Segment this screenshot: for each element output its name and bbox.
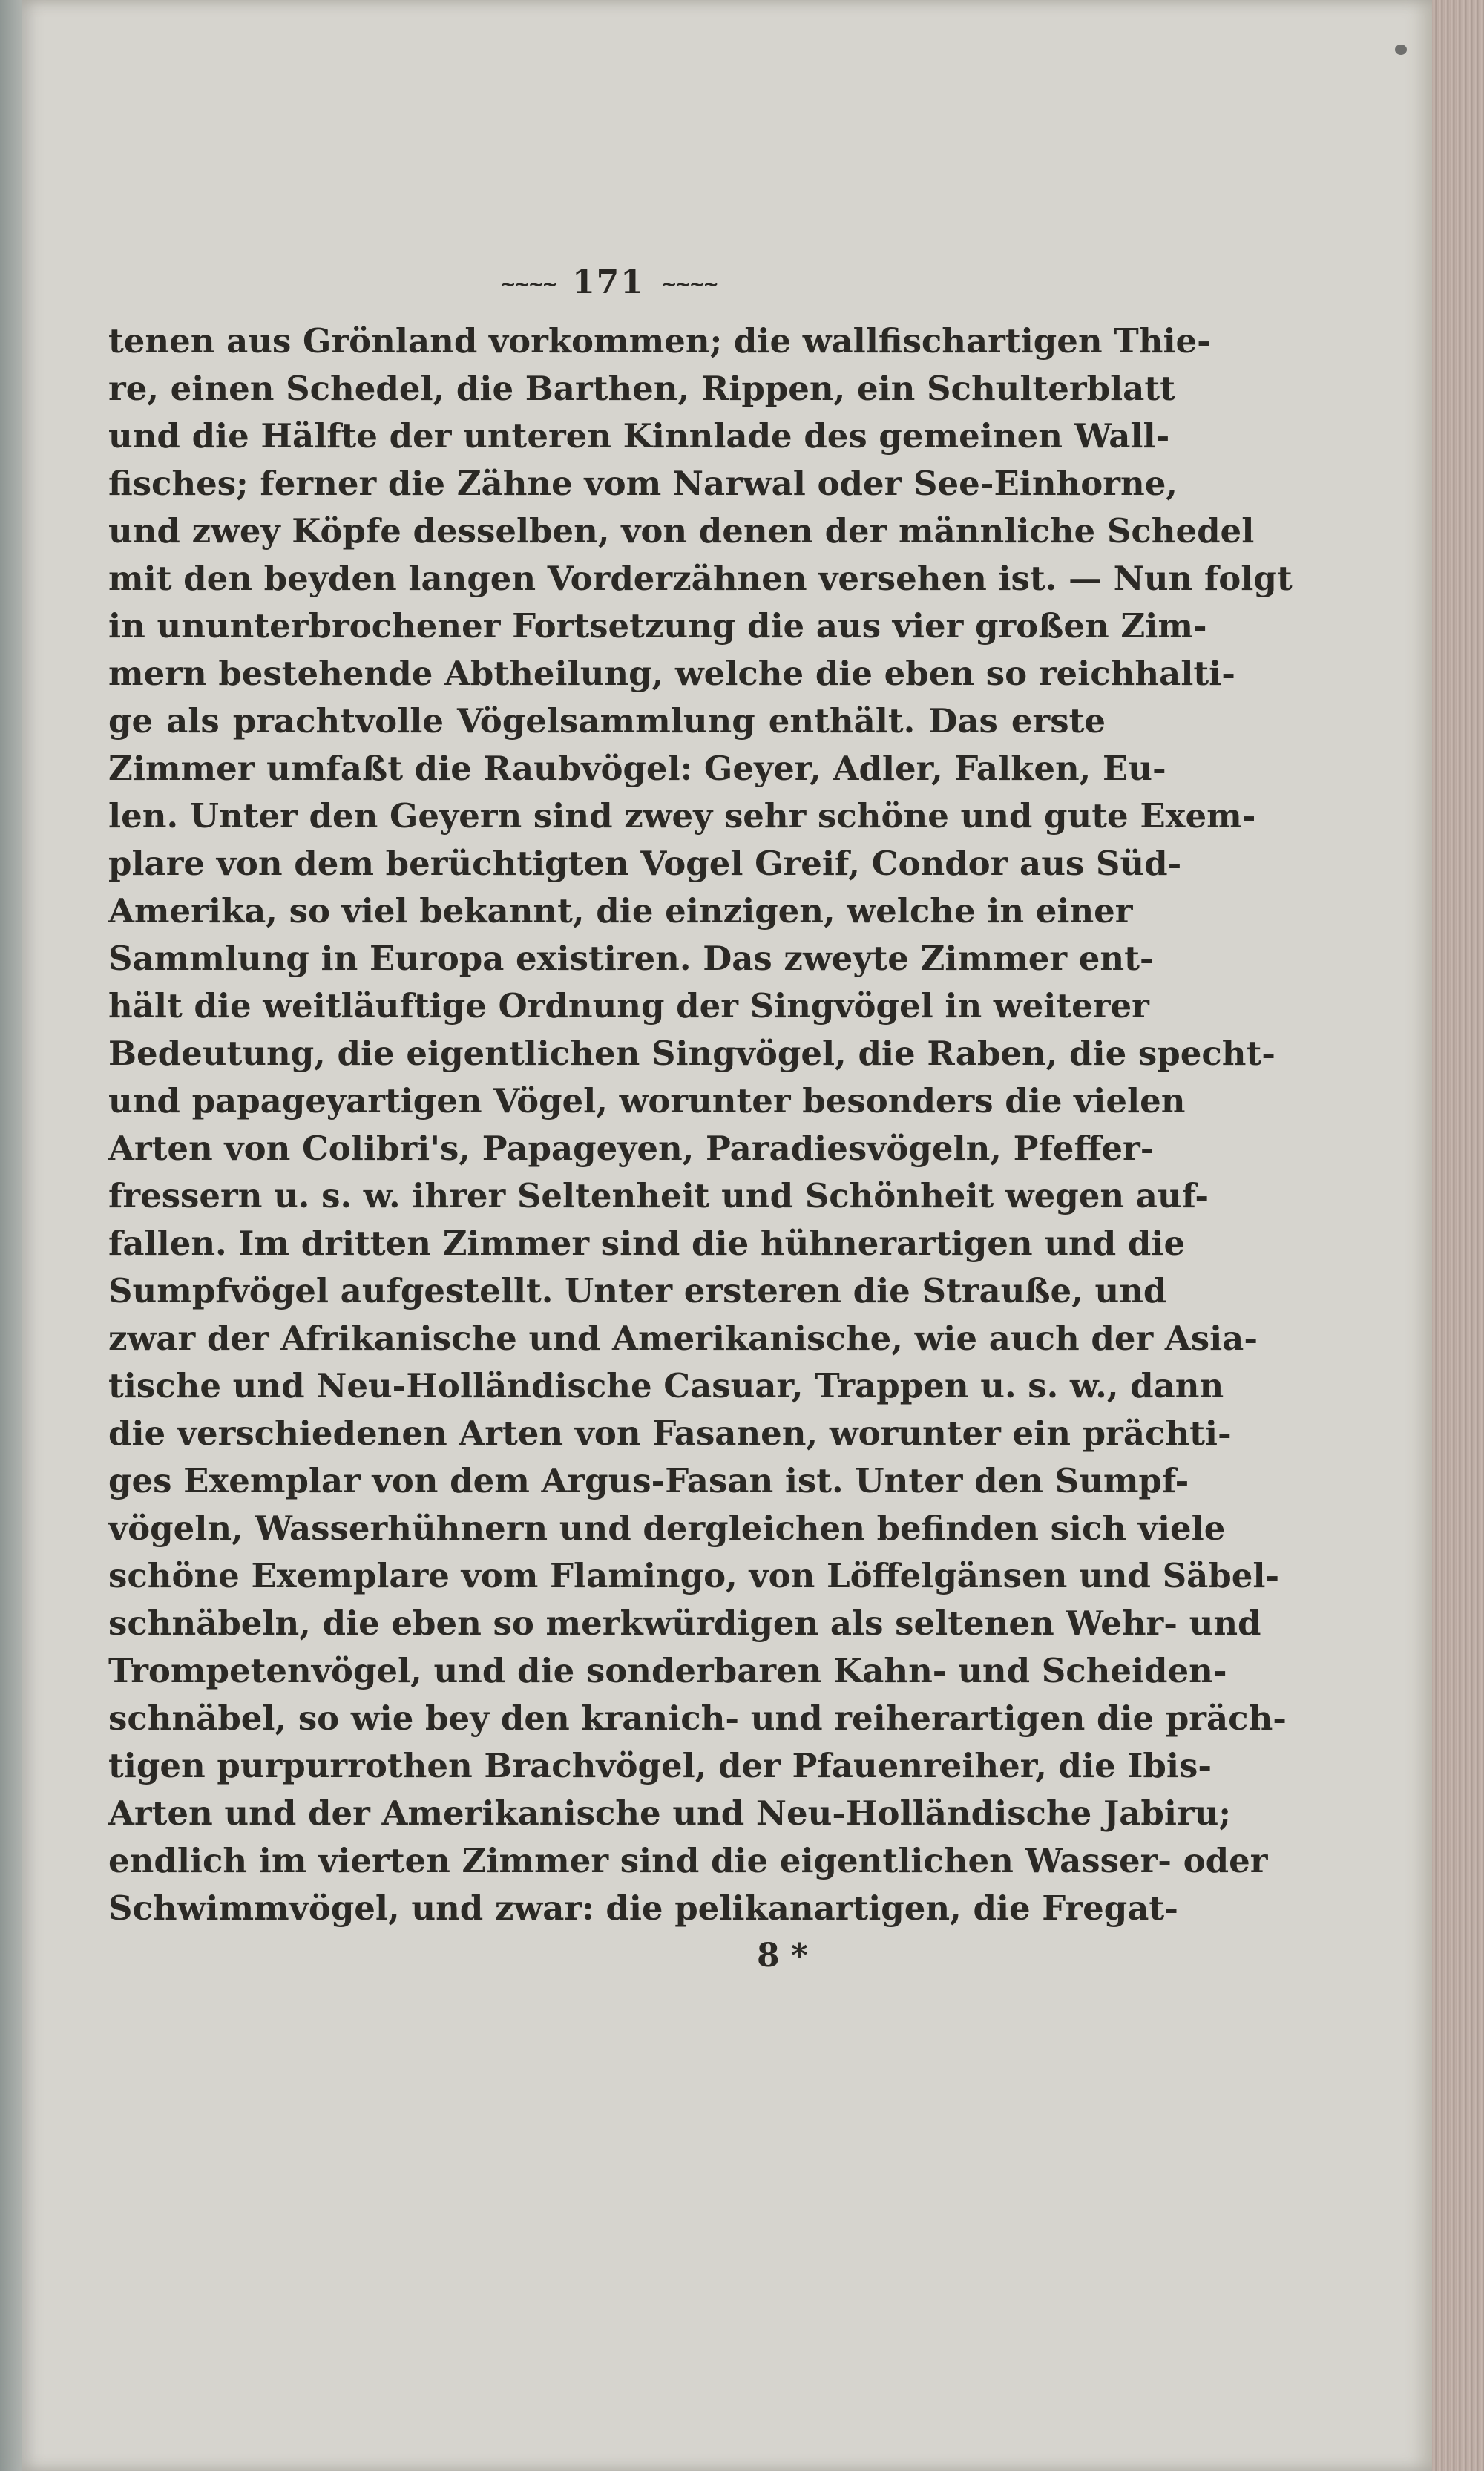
- text-line: tische und Neu-Holländische Casuar, Trappen u. s. w., dann: [108, 1366, 1224, 1405]
- text-line: schnäbeln, die eben so merkwürdigen als seltenen Wehr- und: [108, 1604, 1261, 1643]
- page-body-text: [108, 318, 1293, 1932]
- page-number: 171: [572, 263, 645, 301]
- text-line: Arten von Colibri's, Papageyen, Paradiesvögeln, Pfeffer-: [108, 1129, 1155, 1168]
- text-line: Sammlung in Europa existiren. Das zweyte Zimmer ent-: [108, 939, 1154, 978]
- text-line: fressern u. s. w. ihrer Seltenheit und Schönheit wegen auf-: [108, 1176, 1209, 1215]
- signature-mark: 8 *: [757, 1937, 808, 1975]
- text-line: fallen. Im dritten Zimmer sind die hühnerartigen und die: [108, 1224, 1186, 1263]
- text-line: schöne Exemplare vom Flamingo, von Löffelgänsen und Säbel-: [108, 1556, 1280, 1595]
- text-line: ge als prachtvolle Vögelsammlung enthält. Das erste: [108, 701, 1106, 741]
- text-line: Arten und der Amerikanische und Neu-Holländische Jabiru;: [108, 1794, 1231, 1833]
- page-fore-edge: [1432, 0, 1484, 2471]
- book-binding-edge: [0, 0, 22, 2471]
- text-line: mit den beyden langen Vorderzähnen versehen ist. — Nun folgt: [108, 559, 1293, 598]
- text-line: len. Unter den Geyern sind zwey sehr schöne und gute Exem-: [108, 796, 1256, 836]
- page-blemish: [1395, 45, 1407, 55]
- text-line: Zimmer umfaßt die Raubvögel: Geyer, Adler, Falken, Eu-: [108, 749, 1166, 788]
- text-line: und zwey Köpfe desselben, von denen der männliche Schedel: [108, 511, 1255, 551]
- text-line: endlich im vierten Zimmer sind die eigentlichen Wasser- oder: [108, 1841, 1268, 1880]
- text-line: die verschiedenen Arten von Fasanen, worunter ein prächti-: [108, 1414, 1232, 1453]
- header-ornament-left: ~~~~: [499, 273, 556, 296]
- text-line: in ununterbrochener Fortsetzung die aus vier großen Zim-: [108, 606, 1207, 646]
- text-line: und die Hälfte der unteren Kinnlade des gemeinen Wall-: [108, 416, 1170, 456]
- text-line: Schwimmvögel, und zwar: die pelikanartigen, die Fregat-: [108, 1888, 1178, 1928]
- text-line: Trompetenvögel, und die sonderbaren Kahn- und Scheiden-: [108, 1651, 1227, 1690]
- text-line: ges Exemplar von dem Argus-Fasan ist. Unter den Sumpf-: [108, 1461, 1189, 1500]
- header-ornament-right: ~~~~: [660, 273, 718, 296]
- text-line: fisches; ferner die Zähne vom Narwal oder See-Einhorne,: [108, 464, 1178, 503]
- text-line: Sumpfvögel aufgestellt. Unter ersteren die Strauße, und: [108, 1271, 1167, 1310]
- text-line: Bedeutung, die eigentlichen Singvögel, die Raben, die specht-: [108, 1034, 1275, 1073]
- text-line: mern bestehende Abtheilung, welche die eben so reichhalti-: [108, 654, 1235, 693]
- text-line: vögeln, Wasserhühnern und dergleichen befinden sich viele: [108, 1509, 1226, 1548]
- text-line: re, einen Schedel, die Barthen, Rippen, ein Schulterblatt: [108, 369, 1175, 408]
- text-line: plare von dem berüchtigten Vogel Greif, Condor aus Süd-: [108, 844, 1182, 883]
- text-line: Amerika, so viel bekannt, die einzigen, welche in einer: [108, 891, 1133, 931]
- text-line: zwar der Afrikanische und Amerikanische, wie auch der Asia-: [108, 1319, 1258, 1358]
- text-line: tigen purpurrothen Brachvögel, der Pfauenreiher, die Ibis-: [108, 1746, 1212, 1785]
- text-line: und papageyartigen Vögel, worunter besonders die vielen: [108, 1081, 1186, 1120]
- text-line: tenen aus Grönland vorkommen; die wallfischartigen Thie-: [108, 321, 1211, 361]
- text-line: hält die weitläuftige Ordnung der Singvögel in weiterer: [108, 986, 1149, 1026]
- running-header: [453, 263, 764, 301]
- text-line: schnäbel, so wie bey den kranich- und reiherartigen die präch-: [108, 1699, 1287, 1738]
